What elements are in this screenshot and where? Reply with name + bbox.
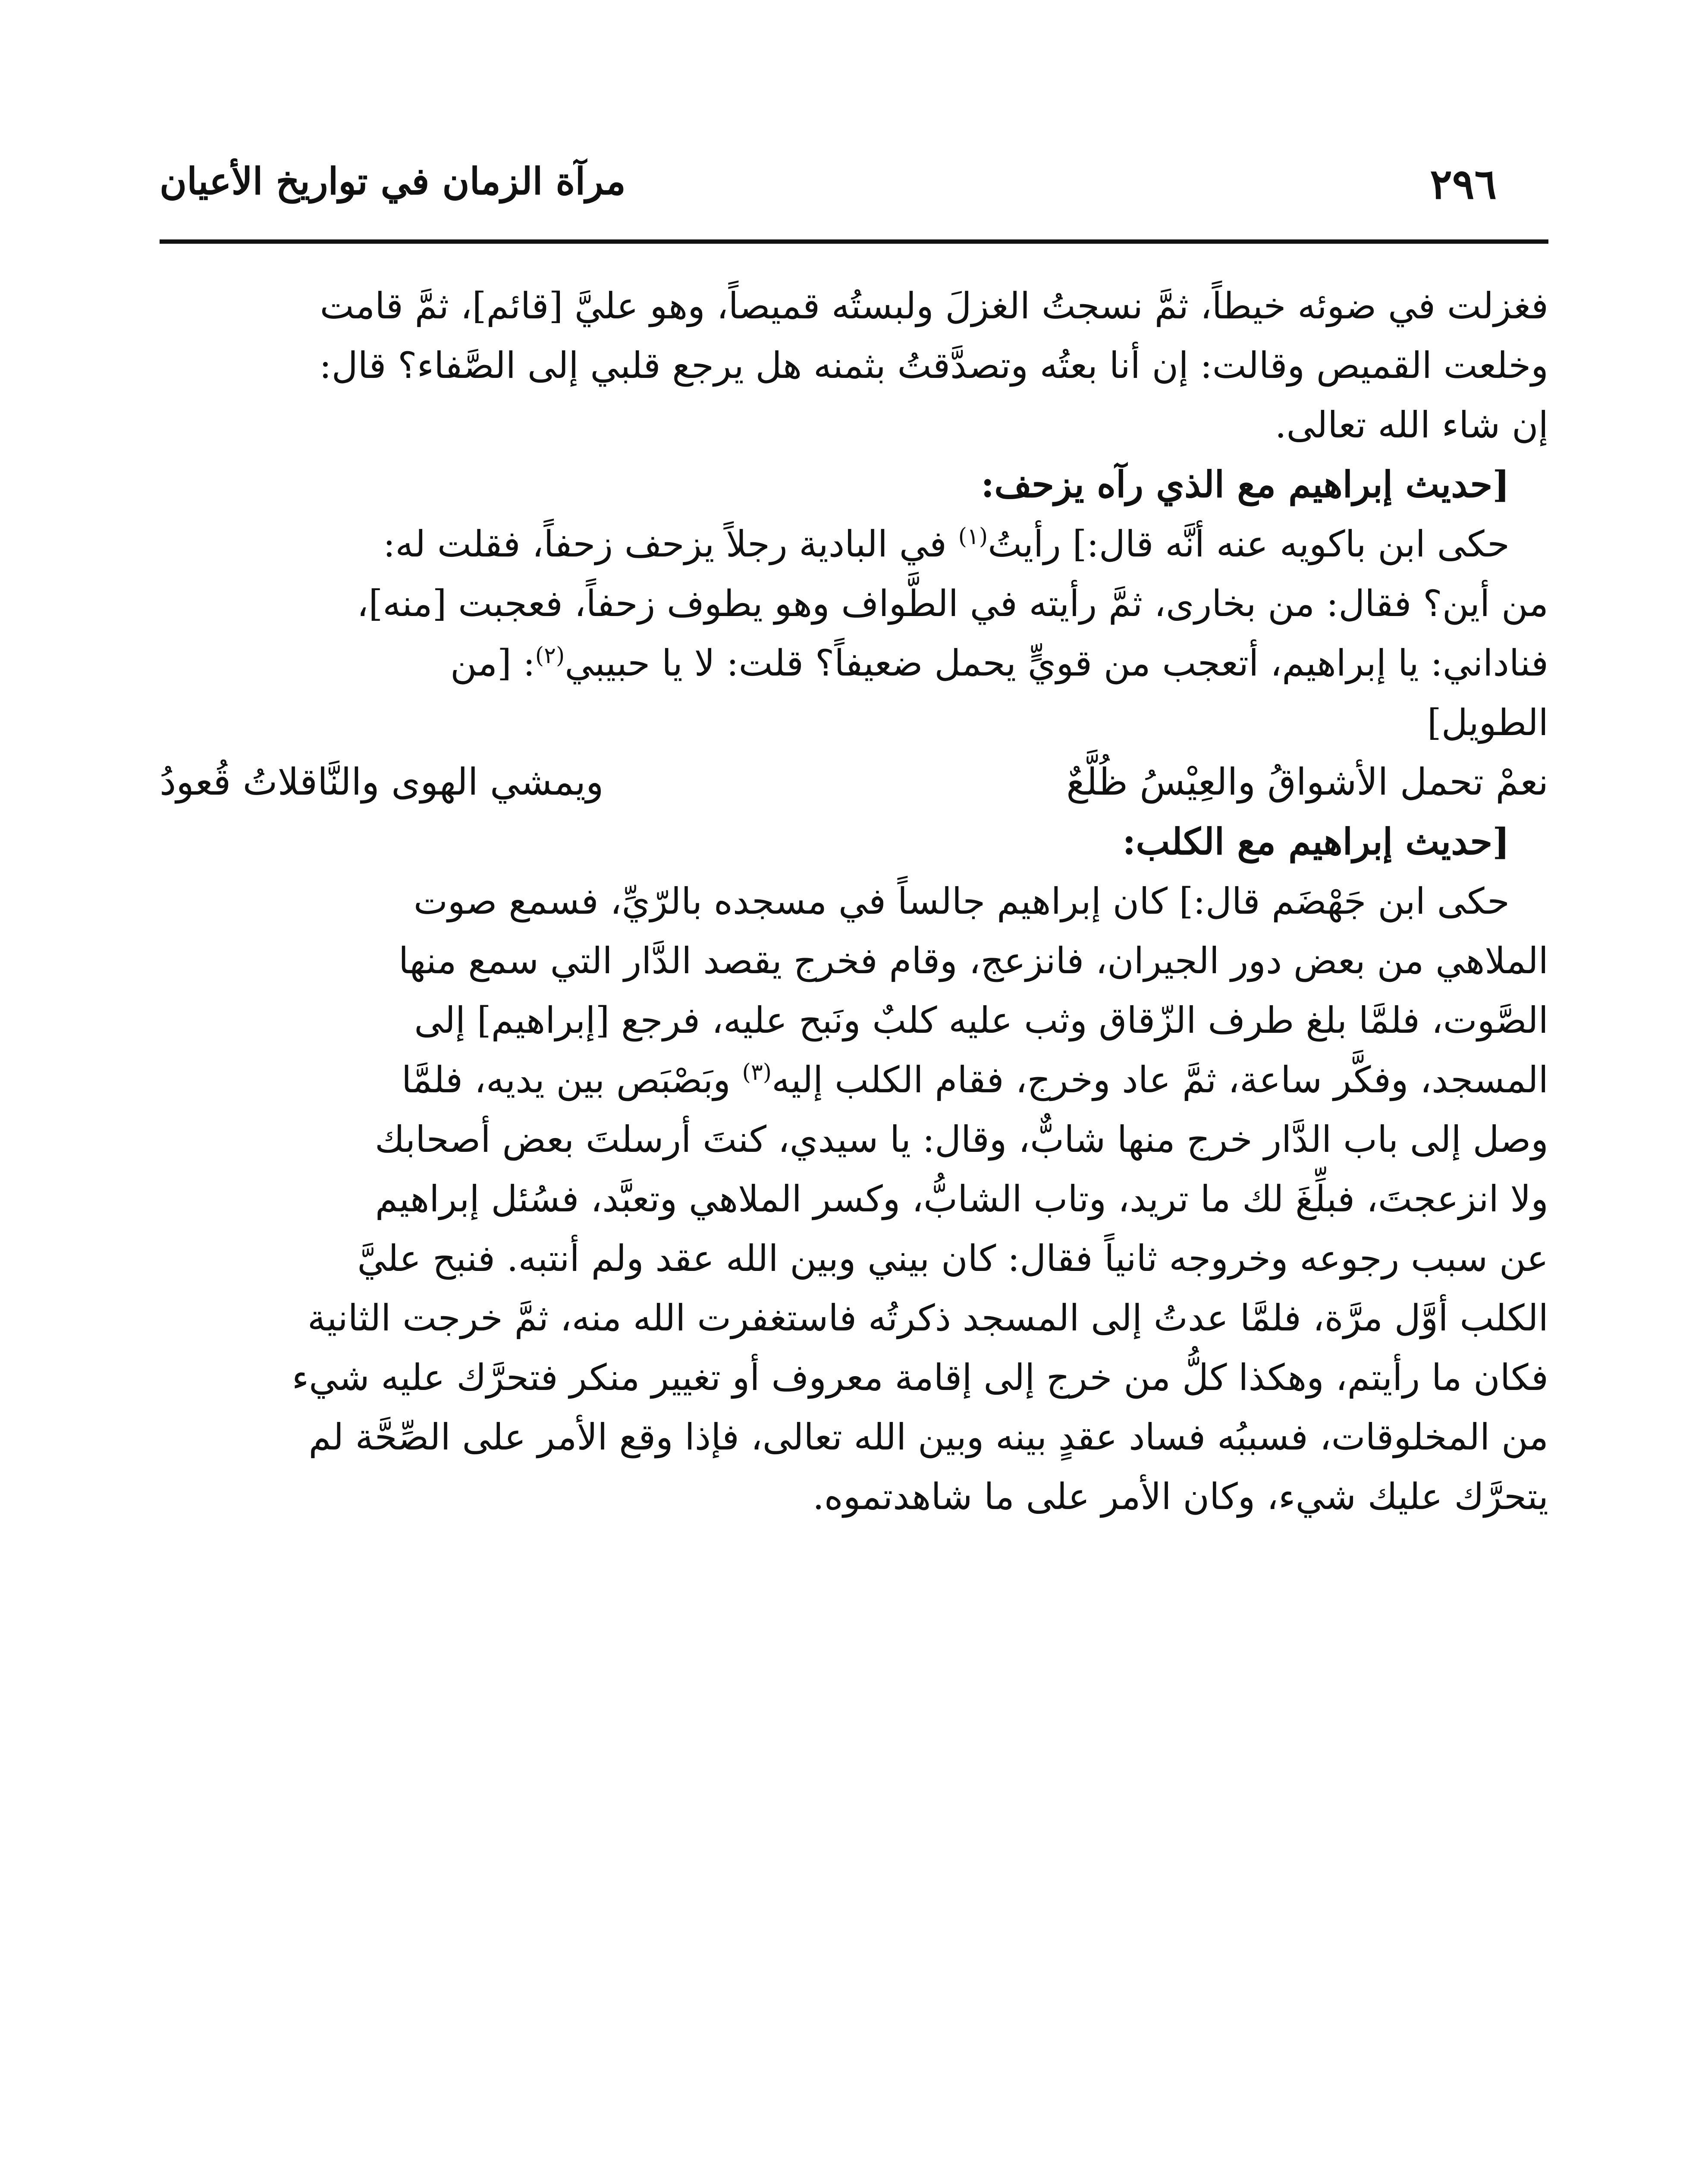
- verse-hemistich: نعمْ تحمل الأشواقُ والعِيْسُ ظُلَّعٌ: [1066, 761, 1548, 804]
- text-line: ولا انزعجتَ، فبلِّغَ لك ما تريد، وتاب الشابُّ، وكسر الملاهي وتعبَّد، فسُئل إبراهيم: [375, 1178, 1548, 1220]
- paragraph-3: [160, 871, 1548, 1526]
- text-line: فغزلت في ضوئه خيطاً، ثمَّ نسجتُ الغزلَ ولبستُه قميصاً، وهو عليَّ [قائم]، ثمَّ قامت: [320, 285, 1548, 327]
- page-number: ٢٩٦: [1430, 160, 1497, 208]
- text-line: [160, 633, 1548, 693]
- text-span: حكى ابن باكويه عنه أنَّه قال:] رأيتُ: [988, 523, 1510, 565]
- text-line: الكلب أوَّل مرَّة، فلمَّا عدتُ إلى المسجد ذكرتُه فاستغفرت الله منه، ثمَّ خرجت الثانية: [307, 1297, 1548, 1339]
- paragraph-2: [160, 514, 1548, 752]
- text-line: من المخلوقات، فسببُه فساد عقدٍ بينه وبين الله تعالى، فإذا وقع الأمر على الصِّحَّة لم: [308, 1416, 1548, 1458]
- text-line: الملاهي من بعض دور الجيران، فانزعج، وقام فخرج يقصد الدَّار التي سمع منها: [398, 940, 1548, 982]
- footnote-marker: (٢): [535, 643, 565, 669]
- section-heading: [حديث إبراهيم مع الذي رآه يزحف:: [981, 463, 1510, 506]
- verse-hemistich: ويمشي الهوى والنَّاقلاتُ قُعودُ: [160, 761, 604, 804]
- text-span: : [من: [450, 642, 535, 684]
- main-text: [160, 276, 1548, 1526]
- text-line: يتحرَّك عليك شيء، وكان الأمر على ما شاهدتموه.: [813, 1475, 1548, 1518]
- header-rule: [160, 239, 1548, 244]
- page-header: [160, 155, 1548, 220]
- text-line: الطويل]: [1427, 701, 1548, 744]
- section-heading: [حديث إبراهيم مع الكلب:: [1122, 820, 1510, 863]
- text-line: وصل إلى باب الدَّار خرج منها شابٌّ، وقال: يا سيدي، كنتَ أرسلتَ بعض أصحابك: [374, 1118, 1548, 1160]
- text-line: إن شاء الله تعالى.: [1275, 404, 1548, 446]
- text-line: من أين؟ فقال: من بخارى، ثمَّ رأيته في الطَّواف وهو يطوف زحفاً، فعجبت [منه]،: [357, 582, 1548, 625]
- text-line: فكان ما رأيتم، وهكذا كلُّ من خرج إلى إقامة معروف أو تغيير منكر فتحرَّك عليه شيء: [292, 1356, 1548, 1399]
- text-line: [160, 1050, 1548, 1110]
- text-span: في البادية رجلاً يزحف زحفاً، فقلت له:: [383, 523, 947, 565]
- text-line: الصَّوت، فلمَّا بلغ طرف الزّقاق وثب عليه كلبٌ ونَبح عليه، فرجع [إبراهيم] إلى: [414, 999, 1548, 1041]
- paragraph-1: [160, 276, 1548, 455]
- text-line: [160, 514, 1548, 574]
- footnote-marker: (٣): [742, 1060, 772, 1085]
- poem-verse: [160, 752, 1548, 812]
- text-span: المسجد، وفكَّر ساعة، ثمَّ عاد وخرج، فقام الكلب إليه: [772, 1059, 1548, 1101]
- text-span: فناداني: يا إبراهيم، أتعجب من قويٍّ يحمل ضعيفاً؟ قلت: لا يا حبيبي: [565, 642, 1548, 684]
- text-line: وخلعت القميص وقالت: إن أنا بعتُه وتصدَّقتُ بثمنه هل يرجع قلبي إلى الصَّفاء؟ قال:: [319, 344, 1548, 387]
- text-line: حكى ابن جَهْضَم قال:] كان إبراهيم جالساً في مسجده بالرّيِّ، فسمع صوت: [413, 880, 1510, 922]
- footnote-marker: (١): [958, 524, 988, 550]
- running-title: مرآة الزمان في تواريخ الأعيان: [160, 160, 626, 203]
- text-span: وبَصْبَص بين يديه، فلمَّا: [401, 1059, 731, 1101]
- text-line: عن سبب رجوعه وخروجه ثانياً فقال: كان بيني وبين الله عقد ولم أنتبه. فنبح عليَّ: [357, 1237, 1548, 1280]
